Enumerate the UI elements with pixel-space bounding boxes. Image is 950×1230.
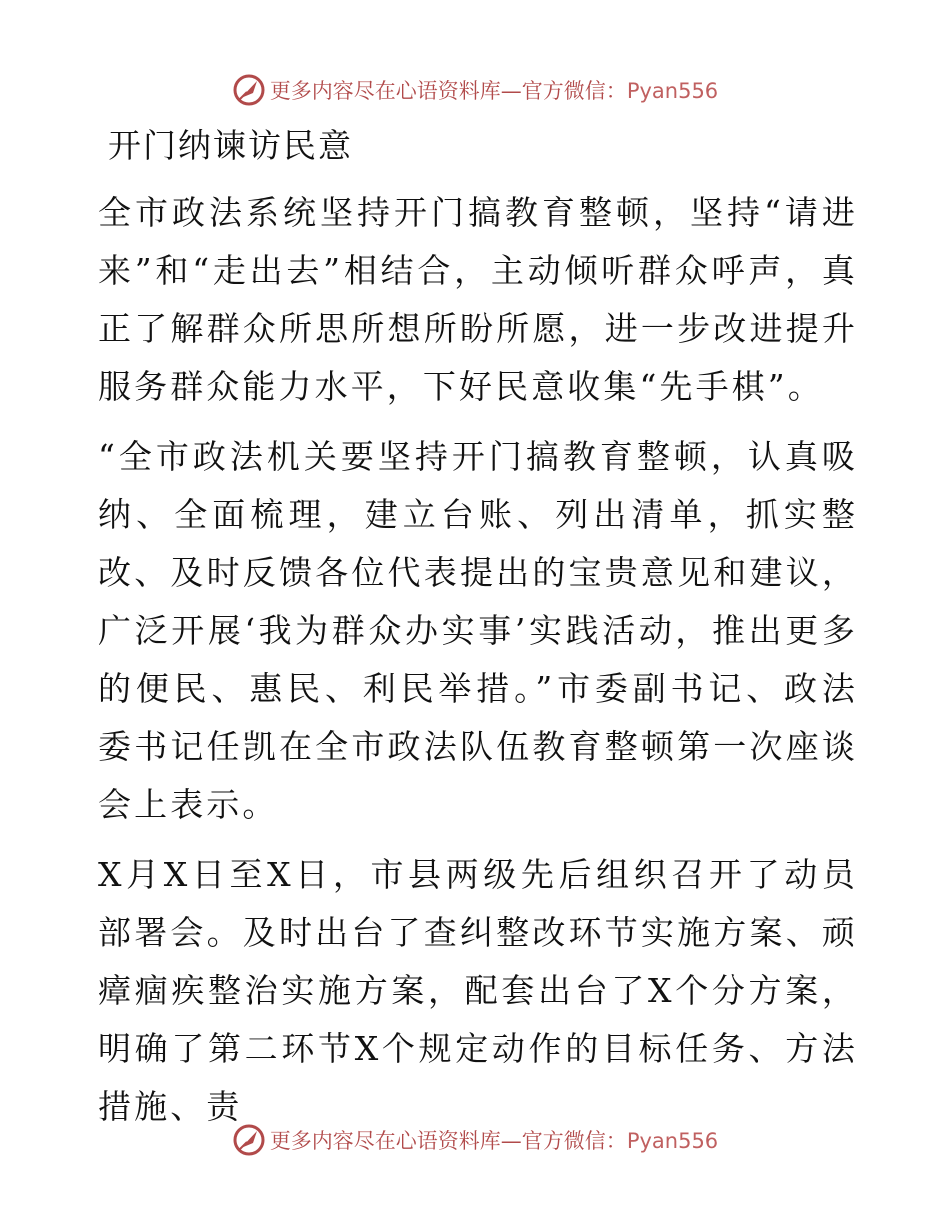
watermark-text: [270, 75, 718, 105]
feather-logo-icon: [232, 1123, 266, 1157]
watermark-label: 更多内容尽在心语资料库—官方微信：: [269, 79, 627, 103]
paragraph-3: X月X日至X日，市县两级先后组织召开了动员部署会。及时出台了查纠整改环节实施方案、顽瘴痼疾整治实施方案，配套出台了X个分方案，明确了第二环节X个规定动作的目标任务、方法措施、责: [98, 855, 858, 1126]
watermark-label: 更多内容尽在心语资料库—官方微信：: [269, 1129, 627, 1153]
watermark-text: [270, 1125, 718, 1155]
feather-logo-icon: [232, 73, 266, 107]
watermark-header: [0, 70, 950, 110]
paragraph-2: “全市政法机关要坚持开门搞教育整顿，认真吸纳、全面梳理，建立台账、列出清单，抓实整改、及时反馈各位代表提出的宝贵意见和建议，广泛开展‘我为群众办实事’实践活动，推出更多的便民、惠民、利民举措。”市委副书记、政法委书记任凯在全市政法队伍教育整顿第一次座谈会上表示。: [98, 437, 858, 824]
watermark-id: Pyan556: [626, 79, 719, 103]
watermark-id: Pyan556: [626, 1129, 719, 1153]
watermark-footer: [0, 1120, 950, 1160]
section-heading: 开门纳谏访民意: [108, 126, 353, 165]
paragraph-1: 全市政法系统坚持开门搞教育整顿，坚持“请进来”和“走出去”相结合，主动倾听群众呼声，真正了解群众所思所想所盼所愿，进一步改进提升服务群众能力水平，下好民意收集“先手棋”。: [98, 193, 858, 406]
document-body: [98, 122, 858, 1148]
